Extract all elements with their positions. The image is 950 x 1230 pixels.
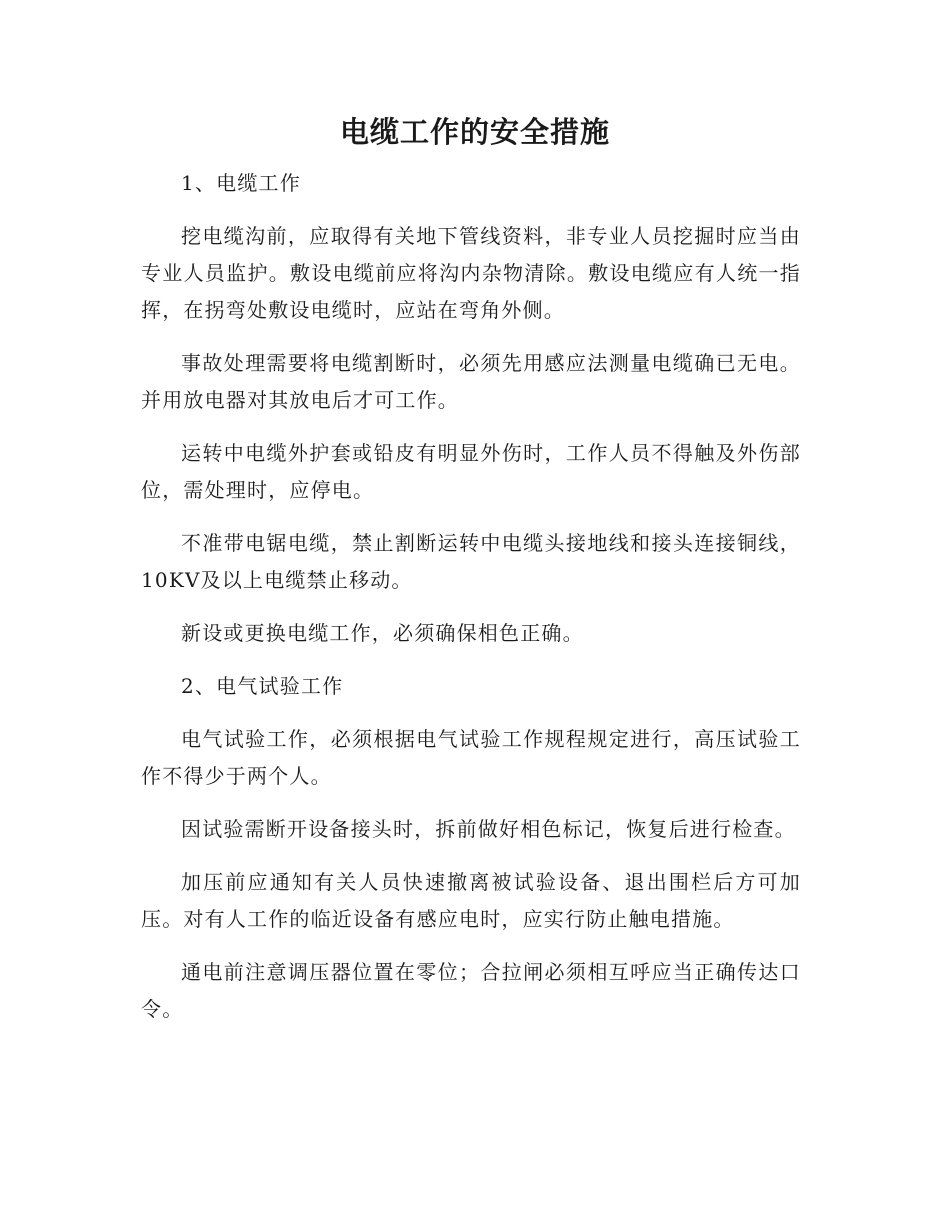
paragraph-live-sawing: 不准带电锯电缆，禁止割断运转中电缆头接地线和接头连接铜线，10KV及以上电缆禁止移动。 — [141, 531, 801, 592]
paragraph-joint-disconnect: 因试验需断开设备接头时，拆前做好相色标记，恢复后进行检查。 — [181, 817, 796, 841]
section-heading-electrical-test: 2、电气试验工作 — [181, 674, 344, 698]
document-title: 电缆工作的安全措施 — [339, 115, 610, 149]
paragraph-fault-cutting: 事故处理需要将电缆割断时，必须先用感应法测量电缆确已无电。并用放电器对其放电后才可工作。 — [141, 351, 801, 412]
section-heading-cable-work: 1、电缆工作 — [181, 171, 301, 195]
paragraph-phase-color: 新设或更换电缆工作，必须确保相色正确。 — [181, 621, 584, 645]
paragraph-test-procedure: 电气试验工作，必须根据电气试验工作规程规定进行，高压试验工作不得少于两个人。 — [141, 727, 801, 788]
paragraph-pressurize-warning: 加压前应通知有关人员快速撤离被试验设备、退出围栏后方可加压。对有人工作的临近设备有感应电时，应实行防止触电措施。 — [141, 870, 801, 931]
document-body — [141, 165, 801, 1044]
paragraph-regulator-zero: 通电前注意调压器位置在零位；合拉闸必须相互呼应当正确传达口令。 — [141, 960, 801, 1021]
paragraph-sheath-damage: 运转中电缆外护套或铅皮有明显外伤时，工作人员不得触及外伤部位，需处理时，应停电。 — [141, 441, 801, 502]
paragraph-trench-digging: 挖电缆沟前，应取得有关地下管线资料，非专业人员挖掘时应当由专业人员监护。敷设电缆前应将沟内杂物清除。敷设电缆应有人统一指挥，在拐弯处敷设电缆时，应站在弯角外侧。 — [141, 224, 801, 322]
